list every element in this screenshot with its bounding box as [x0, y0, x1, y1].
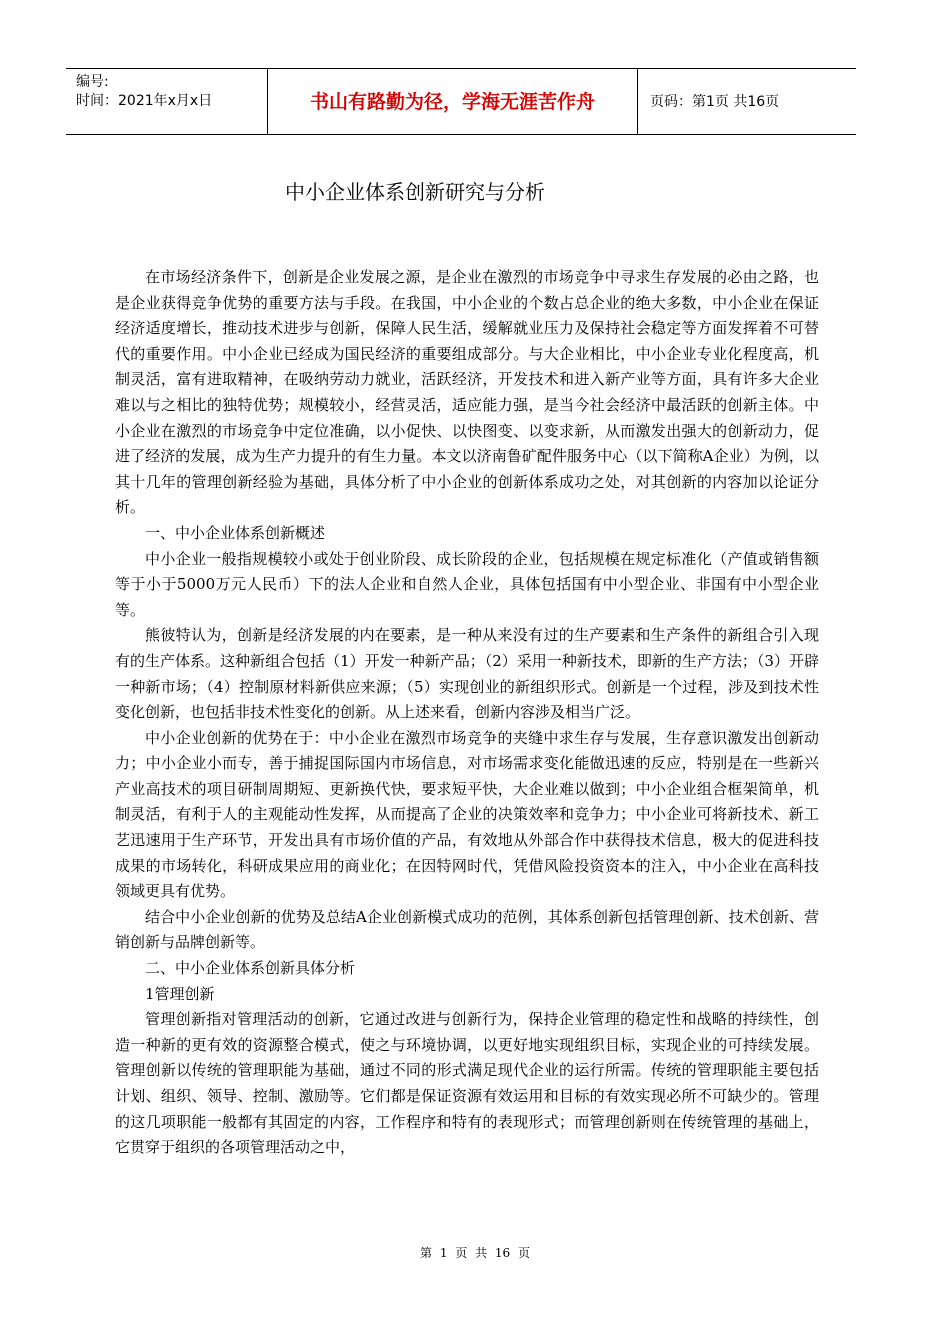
header-motto: 书山有路勤为径，学海无涯苦作舟	[309, 91, 595, 113]
document-body	[115, 265, 819, 1161]
page-footer: 第 1 页 共 16 页	[420, 1246, 530, 1260]
header-divider-right	[637, 69, 638, 135]
paragraph-summary: 结合中小企业创新的优势及总结A企业创新模式成功的范例，其体系创新包括管理创新、技术创新、营销创新与品牌创新等。	[115, 907, 819, 952]
section-heading-2: 二、中小企业体系创新具体分析	[145, 959, 356, 978]
paragraph-advantages: 中小企业创新的优势在于：中小企业在激烈市场竞争的夹缝中求生存与发展，生存意识激发出创新动力；中小企业小而专，善于捕捉国际国内市场信息，对市场需求变化能做迅速的反应，特别是在一些新兴产业高技术的项目研制周期短、更新换代快，要求短平快，大企业难以做到；中小企业组合框架简单，机制灵活，有利于人的主观能动性发挥，从而提高了企业的决策效率和竞争力；中小企业可将新技术、新工艺迅速用于生产环节，开发出具有市场价值的产品，有效地从外部合作中获得技术信息，极大的促进科技成果的市场转化，科研成果应用的商业化；在因特网时代，凭借风险投资资本的注入，中小企业在高科技领域更具有优势。	[115, 728, 819, 901]
time-label: 时间：2021年x月x日	[76, 93, 213, 109]
paragraph-intro: 在市场经济条件下，创新是企业发展之源，是企业在激烈的市场竞争中寻求生存发展的必由之路，也是企业获得竞争优势的重要方法与手段。在我国，中小企业的个数占总企业的绝大多数，中小企业在保证经济适度增长，推动技术进步与创新，保障人民生活，缓解就业压力及保持社会稳定等方面发挥着不可替代的重要作用。中小企业已经成为国民经济的重要组成部分。与大企业相比，中小企业专业化程度高，机制灵活，富有进取精神，在吸纳劳动力就业，活跃经济，开发技术和进入新产业等方面，具有许多大企业难以与之相比的独特优势；规模较小，经营灵活，适应能力强，是当今社会经济中最活跃的创新主体。中小企业在激烈的市场竞争中定位准确，以小促快、以快图变、以变求新，从而激发出强大的创新动力，促进了经济的发展，成为生产力提升的有生力量。本文以济南鲁矿配件服务中心（以下简称A企业）为例，以其十几年的管理创新经验为基础，具体分析了中小企业的创新体系成功之处，对其创新的内容加以论证分析。	[115, 268, 819, 517]
header-meta	[76, 73, 212, 111]
document-title: 中小企业体系创新研究与分析	[285, 180, 545, 204]
number-label: 编号:	[76, 74, 109, 90]
paragraph-schumpeter: 熊彼特认为，创新是经济发展的内在要素，是一种从来没有过的生产要素和生产条件的新组合引入现有的生产体系。这种新组合包括（1）开发一种新产品；（2）采用一种新技术，即新的生产方法；（3）开辟一种新市场；（4）控制原材料新供应来源；（5）实现创业的新组织形式。创新是一个过程，涉及到技术性变化创新，也包括非技术性变化的创新。从上述来看，创新内容涉及相当广泛。	[115, 626, 819, 722]
subsection-heading-management: 1管理创新	[145, 984, 215, 1003]
document-header	[66, 68, 856, 135]
section-heading-1: 一、中小企业体系创新概述	[145, 523, 326, 542]
header-page-number: 页码：第1页 共16页	[650, 94, 780, 110]
paragraph-management: 管理创新指对管理活动的创新，它通过改进与创新行为，保持企业管理的稳定性和战略的持续性，创造一种新的更有效的资源整合模式，使之与环境协调，以更好地实现组织目标，实现企业的可持续发展。管理创新以传统的管理职能为基础，通过不同的形式满足现代企业的运行所需。传统的管理职能主要包括计划、组织、领导、控制、激励等。它们都是保证资源有效运用和目标的有效实现必所不可缺少的。管理的这几项职能一般都有其固定的内容，工作程序和特有的表现形式；而管理创新则在传统管理的基础上，它贯穿于组织的各项管理活动之中，	[115, 1010, 819, 1157]
paragraph-definition: 中小企业一般指规模较小或处于创业阶段、成长阶段的企业，包括规模在规定标准化（产值或销售额等于小于5000万元人民币）下的法人企业和自然人企业，具体包括国有中小型企业、非国有中小型企业等。	[115, 549, 819, 619]
